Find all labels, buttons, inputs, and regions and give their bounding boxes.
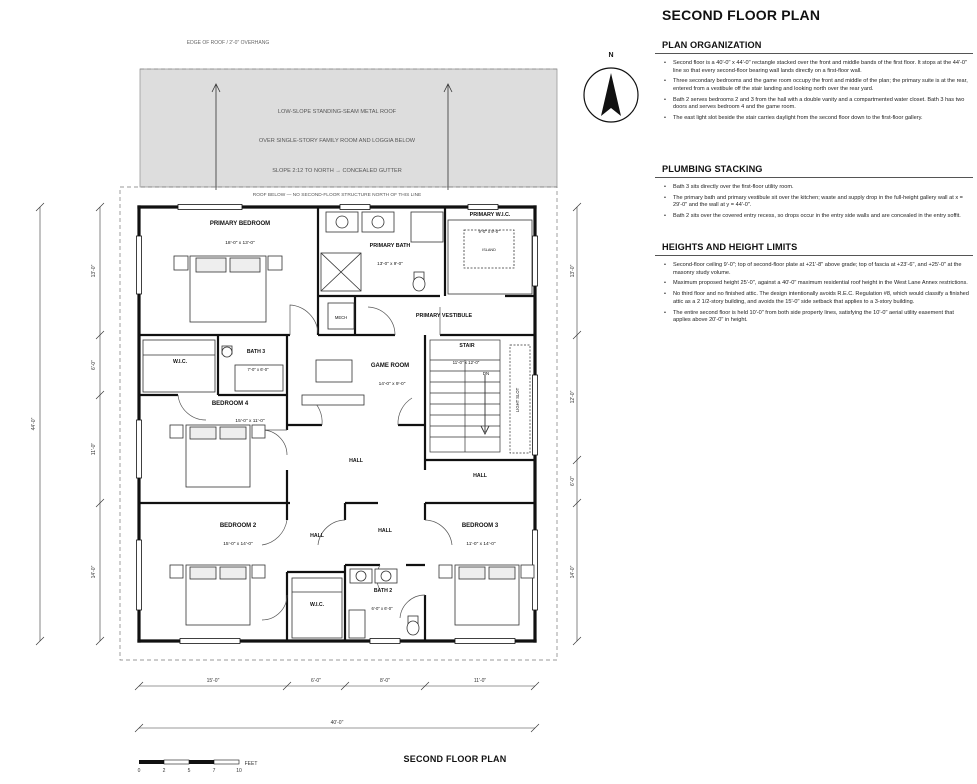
scale-label-2: 5 [187,768,191,774]
room-bedroom3-size: 11'-0" x 14'-0" [466,542,496,547]
room-stair: STAIR [459,343,475,349]
game-sofa [302,395,364,405]
plan-title: SECOND FLOOR PLAN [403,754,507,764]
roof-label-2: OVER SINGLE-STORY FAMILY ROOM AND LOGGIA BELOW [258,138,416,144]
room-primary-bath: PRIMARY BATH [369,243,411,249]
room-bedroom2-size: 15'-0" x 14'-0" [223,542,253,547]
roof-edge-label: EDGE OF ROOF / 2'-0" OVERHANG [186,40,270,46]
dim-left-total: 44'-0" [31,417,37,431]
notes-heading: PLUMBING STACKING [655,164,973,178]
room-wic-bottom: W.I.C. [309,602,325,608]
roof-below-label: ROOF BELOW — NO SECOND-FLOOR STRUCTURE NORTH OF THIS LINE [252,193,422,198]
room-primary-vestibule: PRIMARY VESTIBULE [415,313,473,319]
room-primary-bedroom: PRIMARY BEDROOM [209,221,271,227]
dimensions-bottom-text [207,678,487,726]
notes-heading: PLAN ORGANIZATION [655,40,973,54]
dim-left-1: 13'-0" [91,264,97,278]
room-hall-center: HALL [349,458,363,464]
north-label: N [608,52,614,59]
room-wic-left: W.I.C. [172,359,188,365]
dim-bottom-1: 15'-0" [206,678,220,684]
note-item: • Bath 3 sits directly over the first-floor utility room. [673,184,973,192]
room-bedroom3: BEDROOM 3 [461,523,499,529]
room-bath2-size: 6'-0" x 6'-0" [371,606,393,611]
dim-left-4: 14'-0" [91,565,97,579]
fixtures [143,212,534,638]
note-item: • The east light slot beside the stair carries daylight from the second floor down to the first-floor gallery. [673,115,973,123]
scale-unit: FEET [244,761,258,767]
room-bedroom4: BEDROOM 4 [211,401,249,407]
room-bedroom2: BEDROOM 2 [219,523,257,529]
note-item: • Second-floor ceiling 9'-0"; top of second-floor plate at +21'-8" above grade; top of fascia at +23'-6", and +25'-0" at the masonry study volume. [673,262,973,277]
light-slot-label: LIGHT SLOT [515,387,520,413]
room-game-room-size: 14'-0" x 9'-0" [378,382,406,387]
game-table [316,360,352,382]
notes-section-plumbing-stacking [655,164,973,224]
dimensions-right-text [570,264,576,578]
room-hall-lower-left: HALL [310,533,324,539]
roof-label-3: SLOPE 2:12 TO NORTH → CONCEALED GUTTER [272,168,402,174]
note-item: • Bath 2 sits over the covered entry recess, so drops occur in the entry side walls and are concealed in the entry soffit. [673,213,973,221]
note-item: • Maximum proposed height 25'-0", against a 40'-0" maximum residential roof height in the West Lane Annex restrictions. [673,280,973,288]
room-hall-lower-mid: HALL [378,528,392,534]
roof-label-1: LOW-SLOPE STANDING-SEAM METAL ROOF [277,109,397,115]
room-hall-right: HALL [473,473,487,479]
scale-label-3: 7 [212,768,216,774]
scale-label-4: 10 [236,768,242,774]
room-mech: MECH [334,315,348,320]
room-stair-size: 11'-0" x 12'-0" [452,360,480,365]
dim-right-2: 12'-0" [570,390,576,404]
scale-label-0: 0 [137,768,141,774]
notes-section-heights [655,242,973,328]
room-bedroom4-size: 15'-0" x 11'-0" [235,419,265,424]
room-game-room: GAME ROOM [370,363,410,369]
room-primary-bedroom-size: 18'-0" x 13'-0" [225,241,255,246]
dim-right-4: 14'-0" [570,565,576,579]
room-primary-wic: PRIMARY W.I.C. [469,212,511,218]
light-slot [510,345,530,453]
room-bath2: BATH 2 [373,588,393,594]
scale-label-1: 2 [162,768,166,774]
room-primary-wic-size: 9'-0" x 9'-0" [478,229,500,234]
note-item: • Three secondary bedrooms and the game room occupy the front and middle of the plan; the primary suite is at the rear, entered from a vestibule off the stair landing and looking north over the rear yard. [673,78,973,93]
note-item: • The primary bath and primary vestibule sit over the kitchen; waste and supply drop in the full-height gallery wall at x = 29'-0" and the wall at y = 44'-0". [673,195,973,210]
dimensions-left-text [31,264,97,578]
north-arrow [584,52,638,122]
note-item: • Bath 2 serves bedrooms 2 and 3 from the hall with a double vanity and a compartmented water closet. Bath 3 has two doors and serves bedroom 4 and the game room. [673,97,973,112]
graphic-scale [138,760,258,774]
roof-area [140,40,557,198]
notes-section-plan-organization [655,40,973,126]
dim-bottom-2: 6'-0" [311,678,321,684]
dim-left-2: 6'-0" [91,360,97,370]
dim-bottom-total: 40'-0" [330,720,344,726]
sheet-title: SECOND FLOOR PLAN [662,7,821,23]
dim-right-1: 13'-0" [570,264,576,278]
dim-right-3: 6'-0" [570,476,576,486]
dim-left-3: 11'-0" [91,442,97,456]
room-primary-bath-size: 13'-0" x 9'-0" [377,261,403,266]
tub [411,212,443,242]
dim-bottom-3: 8'-0" [380,678,390,684]
dim-bottom-4: 11'-0" [473,678,487,684]
note-item: • The entire second floor is held 10'-0" from both side property lines, satisfying the 10'-0" aerial utility easement that applies above 20'-0" in height. [673,310,973,325]
note-item: • Second floor is a 40'-0" x 44'-0" rectangle stacked over the front and middle bands of the first floor. It stops at the 44'-0" line so that every second-floor bearing wall lands directly on a first-floor wall. [673,60,973,75]
notes-heading: HEIGHTS AND HEIGHT LIMITS [655,242,973,256]
room-bath3: BATH 3 [246,349,266,355]
island-label: ISLAND [482,248,496,252]
stair-dn: DN [482,371,490,376]
note-item: • No third floor and no finished attic. The design intentionally avoids R.E.C. Regulation #8, which would classify a finished attic as a 2 1/2-story building, and avoids the 15'-0" side setback that applies to a 3-story building. [673,291,973,306]
room-bath3-size: 7'-0" x 6'-0" [247,367,269,372]
